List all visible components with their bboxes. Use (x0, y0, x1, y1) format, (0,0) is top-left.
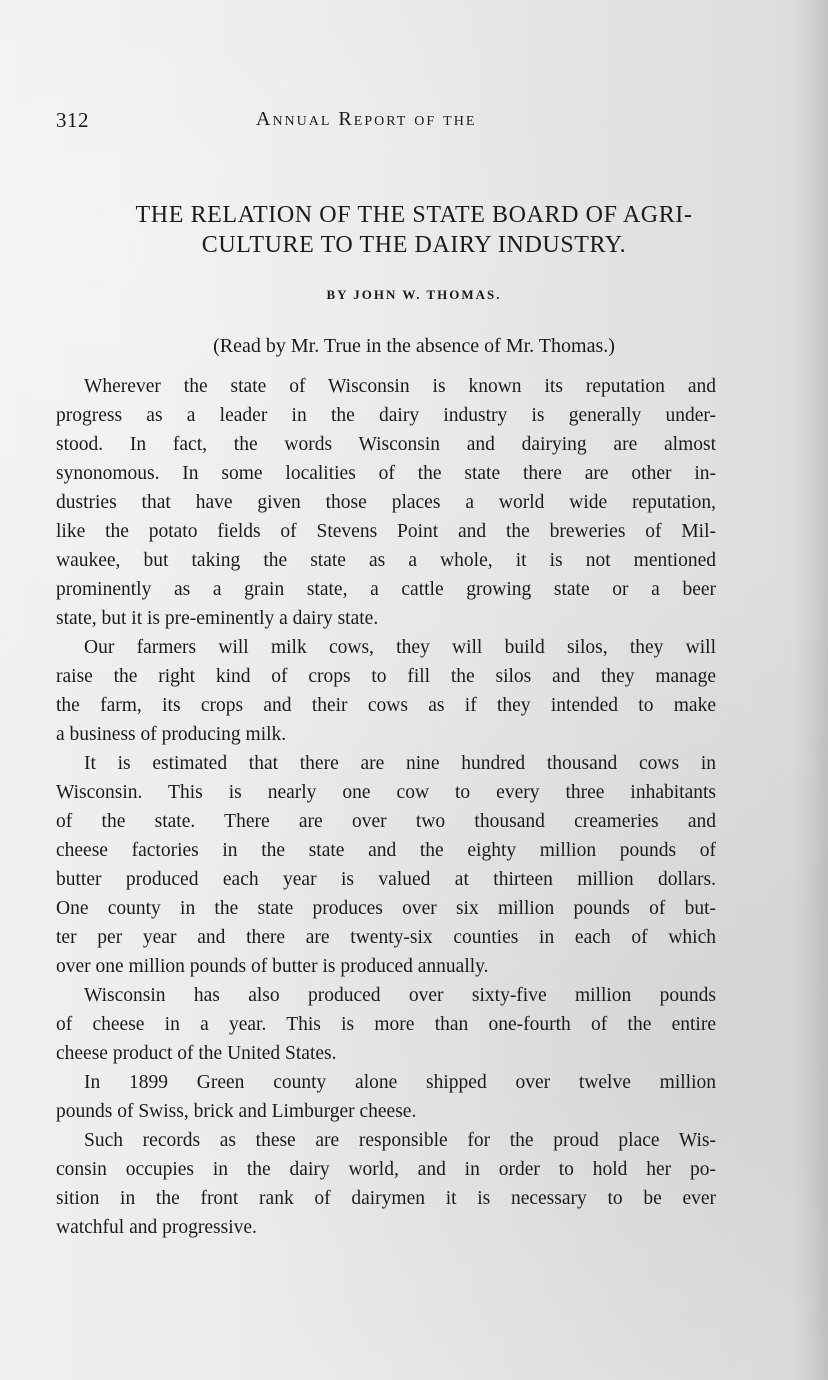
reading-note: (Read by Mr. True in the absence of Mr. Thomas.) (213, 335, 615, 357)
body-line: In 1899 Green county alone shipped over twelve million (84, 1072, 716, 1093)
body-line: watchful and progressive. (56, 1217, 257, 1238)
body-line: of cheese in a year. This is more than one-fourth of the entire (56, 1014, 716, 1035)
article-title (64, 200, 764, 260)
body-line: synonomous. In some localities of the state there are other in- (56, 463, 716, 484)
body-line: One county in the state produces over six million pounds of but- (56, 898, 716, 919)
body-line: cheese factories in the state and the eighty million pounds of (56, 840, 716, 861)
body-line: waukee, but taking the state as a whole, it is not mentioned (56, 550, 716, 571)
body-line: Wherever the state of Wisconsin is known its reputation and (84, 376, 716, 397)
body-line: prominently as a grain state, a cattle growing state or a beer (56, 579, 716, 600)
body-line: the farm, its crops and their cows as if they intended to make (56, 695, 716, 716)
body-line: over one million pounds of butter is produced annually. (56, 956, 489, 977)
body-line: progress as a leader in the dairy industry is generally under- (56, 405, 716, 426)
body-line: raise the right kind of crops to fill the silos and they manage (56, 666, 716, 687)
body-line: dustries that have given those places a world wide reputation, (56, 492, 716, 513)
body-line: butter produced each year is valued at thirteen million dollars. (56, 869, 716, 890)
title-line: THE RELATION OF THE STATE BOARD OF AGRI- (135, 202, 693, 228)
page-number: 312 (56, 108, 89, 132)
body-line: stood. In fact, the words Wisconsin and dairying are almost (56, 434, 716, 455)
body-text (56, 372, 716, 1242)
running-head: Annual Report of the (256, 108, 477, 130)
body-line: of the state. There are over two thousand creameries and (56, 811, 716, 832)
body-line: Wisconsin. This is nearly one cow to every three inhabitants (56, 782, 716, 803)
body-line: sition in the front rank of dairymen it is necessary to be ever (56, 1188, 716, 1209)
body-line: cheese product of the United States. (56, 1043, 337, 1064)
body-line: Wisconsin has also produced over sixty-five million pounds (84, 985, 716, 1006)
page-header (56, 108, 746, 138)
body-line: state, but it is pre-eminently a dairy state. (56, 608, 379, 629)
body-line: It is estimated that there are nine hundred thousand cows in (84, 753, 716, 774)
body-line: a business of producing milk. (56, 724, 287, 745)
body-line: consin occupies in the dairy world, and in order to hold her po- (56, 1159, 716, 1180)
body-line: Such records as these are responsible for the proud place Wis- (84, 1130, 716, 1151)
byline: BY JOHN W. THOMAS. (326, 287, 502, 302)
body-line: pounds of Swiss, brick and Limburger cheese. (56, 1101, 417, 1122)
body-line: ter per year and there are twenty-six counties in each of which (56, 927, 716, 948)
body-line: Our farmers will milk cows, they will build silos, they will (84, 637, 716, 658)
title-line: CULTURE TO THE DAIRY INDUSTRY. (201, 232, 627, 258)
body-line: like the potato fields of Stevens Point and the breweries of Mil- (56, 521, 716, 542)
